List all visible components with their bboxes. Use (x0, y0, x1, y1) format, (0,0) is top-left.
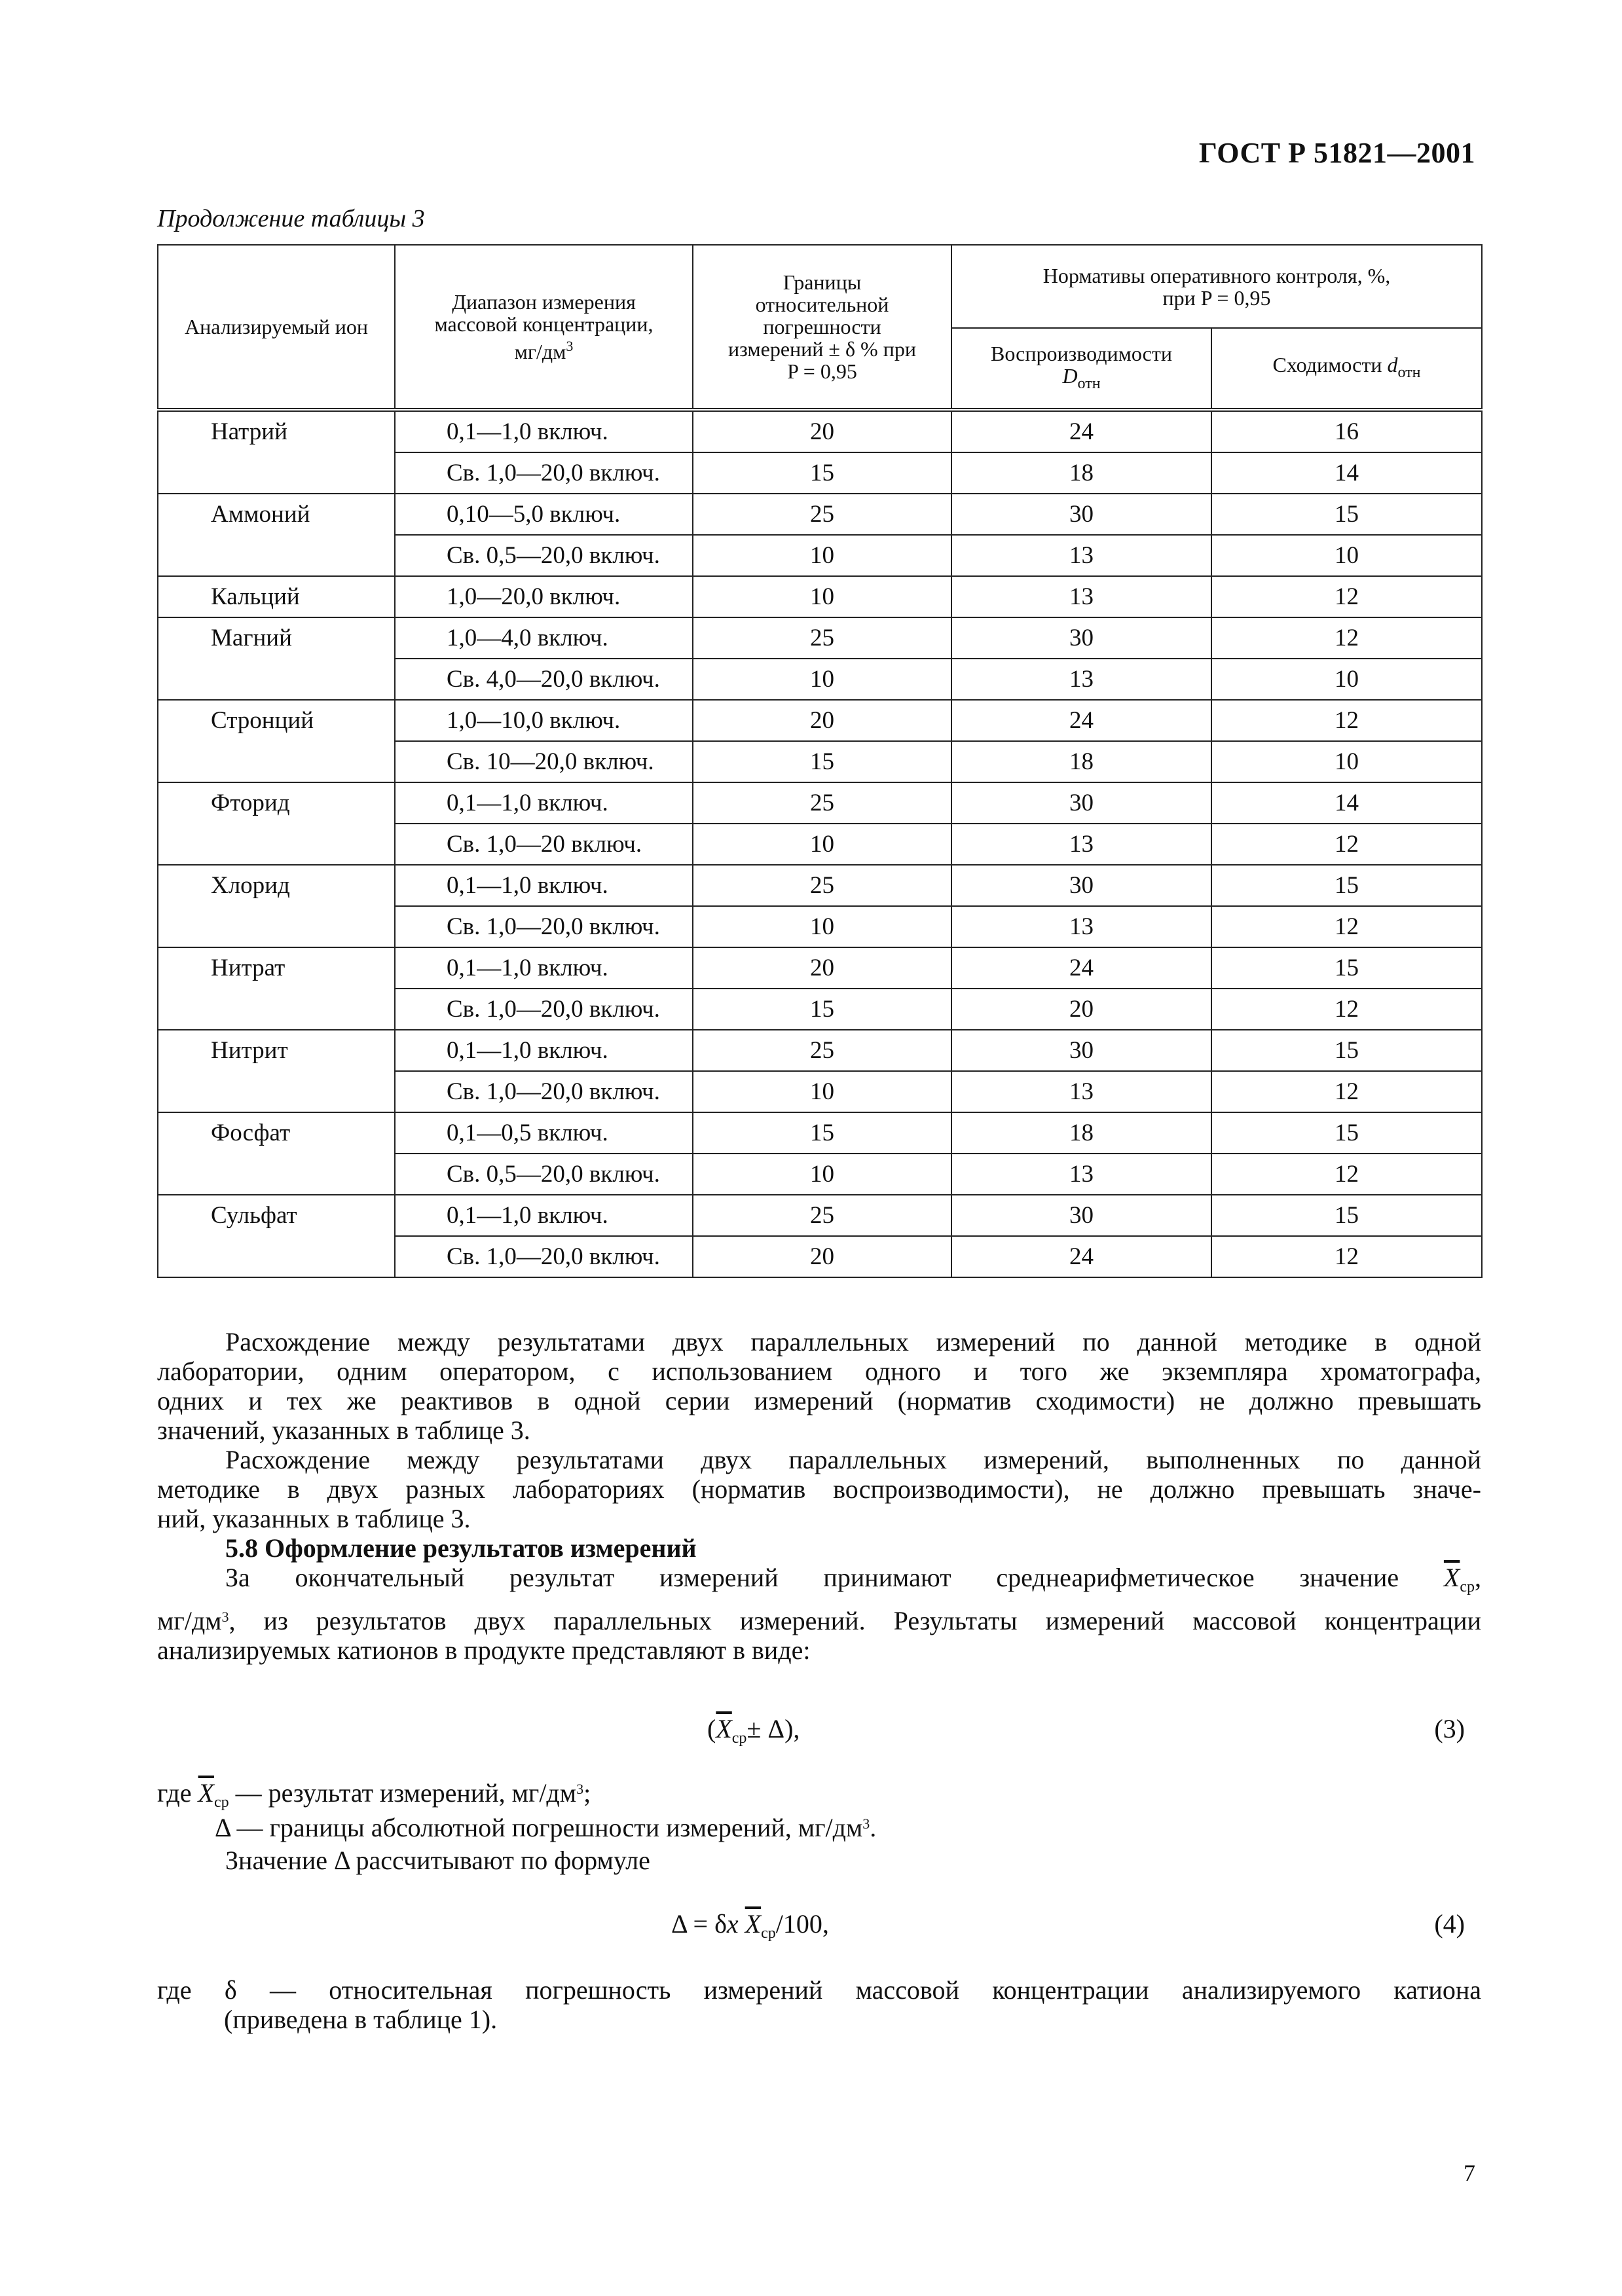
range-cell: 0,10—5,0 включ. (395, 494, 693, 535)
ion-cell: Натрий (158, 410, 395, 494)
paragraph-result: За окончательный результат измерений принимают среднеарифметическое значение $\overline{X}_{ср}$, $мг/дм^3$, из результатов двух параллельных измерений. Результаты измерений массовой концентрации анализируемых катионов в продукте представляют в виде: (157, 1563, 1481, 1665)
repro-cell: 30 (951, 865, 1211, 906)
conv-cell: 16 (1211, 410, 1482, 452)
conv-cell: 10 (1211, 659, 1482, 700)
repro-cell: 13 (951, 1154, 1211, 1195)
delta-cell: 10 (693, 535, 951, 576)
repro-cell: 30 (951, 782, 1211, 824)
repro-cell: 30 (951, 1030, 1211, 1071)
conv-cell: 15 (1211, 1030, 1482, 1071)
repro-cell: 18 (951, 1112, 1211, 1154)
table-caption: Продолжение таблицы 3 (157, 205, 425, 232)
range-cell: 1,0—20,0 включ. (395, 576, 693, 617)
delta-cell: 15 (693, 989, 951, 1030)
delta-cell: 10 (693, 906, 951, 947)
range-cell: 0,1—1,0 включ. (395, 1195, 693, 1236)
col-bounds-header: Границы относительной погрешности измерений ± δ % при P = 0,95 (693, 245, 951, 410)
ion-cell: Фторид (158, 782, 395, 865)
table-row (158, 1112, 1482, 1154)
delta-cell: 20 (693, 947, 951, 989)
conv-cell: 12 (1211, 906, 1482, 947)
table-body (158, 410, 1482, 1277)
repro-cell: 24 (951, 700, 1211, 741)
ion-cell: Фосфат (158, 1112, 395, 1195)
repro-cell: 24 (951, 410, 1211, 452)
delta-cell: 20 (693, 410, 951, 452)
range-cell: Св. 1,0—20 включ. (395, 824, 693, 865)
repro-cell: 13 (951, 906, 1211, 947)
range-cell: Св. 1,0—20,0 включ. (395, 989, 693, 1030)
range-cell: 1,0—4,0 включ. (395, 617, 693, 659)
norms-table (157, 244, 1483, 1278)
delta-cell: 20 (693, 700, 951, 741)
table-row (158, 576, 1482, 617)
table-row (158, 617, 1482, 659)
repro-cell: 13 (951, 1071, 1211, 1112)
conv-cell: 15 (1211, 1112, 1482, 1154)
conv-cell: 15 (1211, 1195, 1482, 1236)
conv-cell: 12 (1211, 617, 1482, 659)
repro-cell: 24 (951, 1236, 1211, 1277)
range-cell: Св. 1,0—20,0 включ. (395, 1236, 693, 1277)
table-row (158, 1195, 1482, 1236)
repro-cell: 13 (951, 576, 1211, 617)
delta-cell: 10 (693, 1071, 951, 1112)
table-row (158, 1030, 1482, 1071)
ion-cell: Кальций (158, 576, 395, 617)
range-cell: 0,1—1,0 включ. (395, 1030, 693, 1071)
range-cell: Св. 0,5—20,0 включ. (395, 1154, 693, 1195)
repro-cell: 13 (951, 535, 1211, 576)
delta-cell: 20 (693, 1236, 951, 1277)
table-row (158, 410, 1482, 452)
paragraph-reproducibility: Расхождение между результатами двух параллельных измерений, выполненных по данной методике в двух разных лабораториях (норматив воспроизводимости), не должно превышать значе- ний, указанных в таблице 3. (157, 1445, 1481, 1533)
repro-cell: 24 (951, 947, 1211, 989)
page-number: 7 (1464, 2160, 1475, 2186)
ion-cell: Сульфат (158, 1195, 395, 1277)
ion-cell: Стронций (158, 700, 395, 782)
conv-cell: 12 (1211, 1071, 1482, 1112)
repro-cell: 13 (951, 824, 1211, 865)
col-ion-header: Анализируемый ион (158, 245, 395, 410)
formula-4-number: (4) (1434, 1909, 1465, 1939)
delta-cell: 10 (693, 1154, 951, 1195)
delta-cell: 10 (693, 659, 951, 700)
table-header (158, 245, 1482, 410)
section-heading: 5.8 Оформление результатов измерений (225, 1533, 697, 1563)
where-xcp: где $\overline{X}_{ср}$ — результат измерений, $мг/дм^3$; (157, 1778, 591, 1811)
ion-cell: Магний (158, 617, 395, 700)
ion-cell: Нитрат (158, 947, 395, 1030)
conv-cell: 12 (1211, 576, 1482, 617)
conv-cell: 15 (1211, 865, 1482, 906)
conv-cell: 12 (1211, 1236, 1482, 1277)
range-cell: 0,1—0,5 включ. (395, 1112, 693, 1154)
paragraph-repeatability: Расхождение между результатами двух параллельных измерений по данной методике в одной лаборатории, одним оператором, с использованием одного и того же экземпляра хроматографа, одних и тех же реактивов в одной серии измерений (норматив сходимости) не должно превышать значений, указанных в таблице 3. (157, 1327, 1481, 1445)
conv-cell: 10 (1211, 741, 1482, 782)
conv-cell: 10 (1211, 535, 1482, 576)
delta-cell: 10 (693, 824, 951, 865)
formula-3: $(\overline{X}_{ср}\pm \Delta)$, (707, 1714, 800, 1747)
ion-cell: Аммоний (158, 494, 395, 576)
range-cell: 0,1—1,0 включ. (395, 865, 693, 906)
where-delta: Δ — границы абсолютной погрешности измерений, $мг/дм^3$. (215, 1813, 877, 1842)
conv-cell: 14 (1211, 782, 1482, 824)
where-rel-error: где δ — относительная погрешность измерений массовой концентрации анализируемого катиона (приведена в таблице 1). (157, 1975, 1481, 2034)
delta-cell: 25 (693, 865, 951, 906)
delta-cell: 15 (693, 741, 951, 782)
formula-3-number: (3) (1434, 1714, 1465, 1743)
col-repro-header: Воспроизводимости $D_{отн}$ (951, 328, 1211, 410)
range-cell: 1,0—10,0 включ. (395, 700, 693, 741)
table-row (158, 494, 1482, 535)
range-cell: Св. 1,0—20,0 включ. (395, 1071, 693, 1112)
table-row (158, 700, 1482, 741)
range-cell: Св. 1,0—20,0 включ. (395, 906, 693, 947)
ion-cell: Нитрит (158, 1030, 395, 1112)
conv-cell: 15 (1211, 947, 1482, 989)
conv-cell: 15 (1211, 494, 1482, 535)
table-row (158, 865, 1482, 906)
range-cell: Св. 4,0—20,0 включ. (395, 659, 693, 700)
col-conv-header: Сходимости $d_{отн}$ (1211, 328, 1482, 410)
repro-cell: 30 (951, 1195, 1211, 1236)
repro-cell: 20 (951, 989, 1211, 1030)
table-row (158, 782, 1482, 824)
delta-cell: 15 (693, 452, 951, 494)
col-norms-header: Нормативы оперативного контроля, %, при P = 0,95 (951, 245, 1482, 328)
delta-cell: 25 (693, 494, 951, 535)
repro-cell: 30 (951, 617, 1211, 659)
delta-cell: 25 (693, 1030, 951, 1071)
delta-cell: 25 (693, 617, 951, 659)
standard-code: ГОСТ Р 51821—2001 (1198, 137, 1475, 169)
col-range-header: Диапазон измерения массовой концентрации, $мг/дм^3$ (395, 245, 693, 410)
repro-cell: 13 (951, 659, 1211, 700)
ion-cell: Хлорид (158, 865, 395, 947)
conv-cell: 12 (1211, 1154, 1482, 1195)
formula-4: Δ = δx $\overline{X}_{ср}/100$, (671, 1909, 829, 1942)
range-cell: Св. 1,0—20,0 включ. (395, 452, 693, 494)
delta-intro: Значение Δ рассчитывают по формуле (225, 1846, 650, 1875)
delta-cell: 15 (693, 1112, 951, 1154)
conv-cell: 12 (1211, 989, 1482, 1030)
range-cell: 0,1—1,0 включ. (395, 947, 693, 989)
repro-cell: 18 (951, 741, 1211, 782)
range-cell: Св. 0,5—20,0 включ. (395, 535, 693, 576)
delta-cell: 25 (693, 1195, 951, 1236)
range-cell: 0,1—1,0 включ. (395, 410, 693, 452)
conv-cell: 14 (1211, 452, 1482, 494)
table-row (158, 947, 1482, 989)
conv-cell: 12 (1211, 824, 1482, 865)
range-cell: Св. 10—20,0 включ. (395, 741, 693, 782)
range-cell: 0,1—1,0 включ. (395, 782, 693, 824)
repro-cell: 18 (951, 452, 1211, 494)
delta-cell: 25 (693, 782, 951, 824)
delta-cell: 10 (693, 576, 951, 617)
conv-cell: 12 (1211, 700, 1482, 741)
repro-cell: 30 (951, 494, 1211, 535)
